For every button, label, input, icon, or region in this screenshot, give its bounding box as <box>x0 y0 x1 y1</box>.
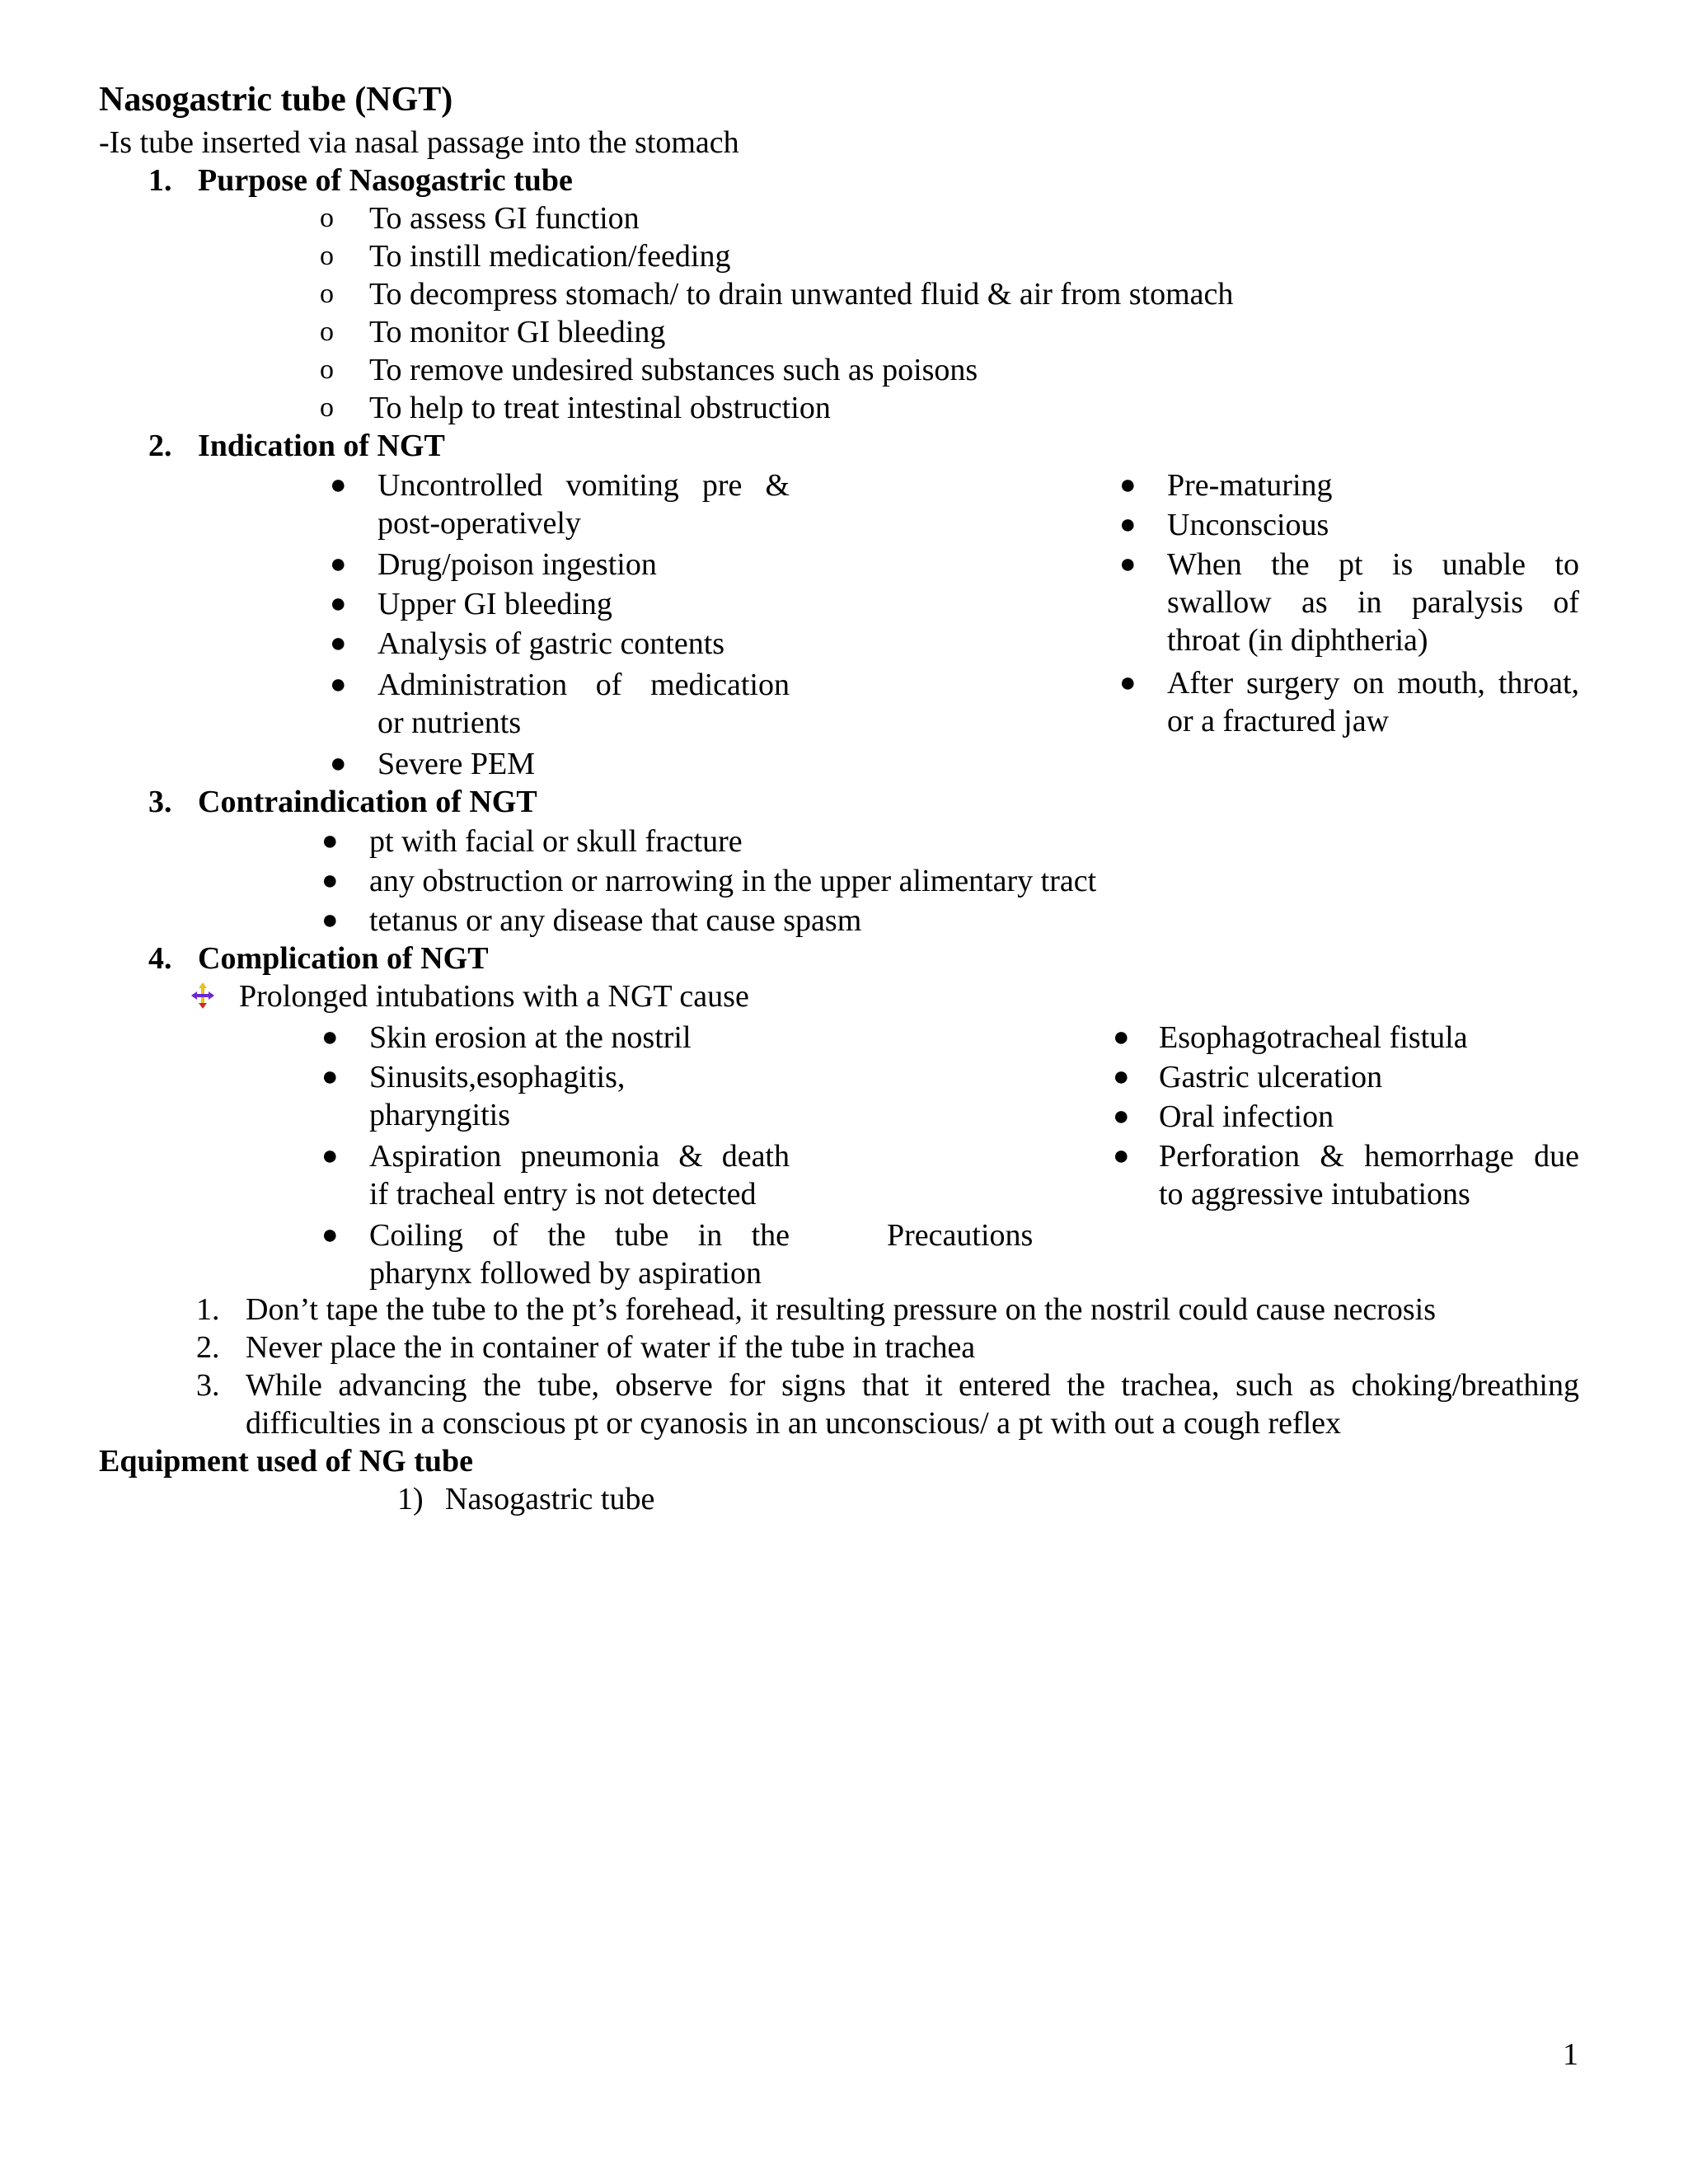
list-item: To help to treat intestinal obstruction <box>369 391 831 425</box>
circle-bullet-icon: o <box>320 241 334 271</box>
section-number-purpose: 1. <box>148 163 172 198</box>
list-item-continuation: or nutrients <box>377 705 522 740</box>
list-item: Analysis of gastric contents <box>377 626 725 661</box>
circle-bullet-icon: o <box>320 203 334 233</box>
bullet-dot-icon: ● <box>1119 549 1137 579</box>
list-item-continuation: pharynx followed by aspiration <box>369 1256 762 1291</box>
section-heading-purpose: Purpose of Nasogastric tube <box>198 163 573 198</box>
list-item-continuation: to aggressive intubations <box>1159 1177 1470 1212</box>
list-item-continuation: throat (in diphtheria) <box>1167 623 1428 658</box>
circle-bullet-icon: o <box>320 354 334 385</box>
list-item: Perforation & hemorrhage due <box>1159 1139 1579 1174</box>
list-item: Aspiration pneumonia & death <box>369 1139 790 1174</box>
bullet-dot-icon: ● <box>1119 470 1137 500</box>
list-item: Oral infection <box>1159 1099 1334 1134</box>
precaution-number: 3. <box>196 1368 220 1403</box>
list-item: any obstruction or narrowing in the upper alimentary tract <box>369 864 1097 898</box>
list-item: Sinusits,esophagitis, <box>369 1060 626 1094</box>
list-item: Drug/poison ingestion <box>377 547 657 582</box>
bullet-dot-icon: ● <box>321 1220 339 1250</box>
four-way-arrow-icon <box>191 982 214 1009</box>
bullet-dot-icon: ● <box>1119 668 1137 698</box>
list-item-continuation: pharyngitis <box>369 1098 510 1132</box>
list-item: To decompress stomach/ to drain unwanted fluid & air from stomach <box>369 277 1234 312</box>
list-item: Skin erosion at the nostril <box>369 1020 692 1055</box>
section-heading-contraindication: Contraindication of NGT <box>198 785 537 819</box>
bullet-dot-icon: ● <box>1113 1101 1130 1132</box>
circle-bullet-icon: o <box>320 279 334 309</box>
page-title: Nasogastric tube (NGT) <box>99 81 453 119</box>
list-item: pt with facial or skull fracture <box>369 824 743 859</box>
precaution-item: Never place the in container of water if the tube in trachea <box>246 1330 976 1365</box>
list-item: To assess GI function <box>369 201 640 236</box>
bullet-dot-icon: ● <box>1113 1141 1130 1171</box>
list-item: To instill medication/feeding <box>369 239 731 274</box>
list-item-continuation: swallow as in paralysis of <box>1167 585 1579 620</box>
circle-bullet-icon: o <box>320 392 334 423</box>
precaution-item: While advancing the tube, observe for signs that it entered the trachea, such as choking/breathing <box>246 1368 1579 1403</box>
bullet-dot-icon: ● <box>330 588 347 619</box>
precautions-label: Precautions <box>887 1218 1034 1253</box>
section-number-indication: 2. <box>148 429 172 463</box>
page-number: 1 <box>1563 2037 1578 2072</box>
precaution-number: 1. <box>196 1292 220 1327</box>
precaution-item-continuation: difficulties in a conscious pt or cyanosis in an unconscious/ a pt with out a cough reflex <box>246 1406 1342 1441</box>
bullet-dot-icon: ● <box>321 1062 339 1092</box>
list-item: To remove undesired substances such as poisons <box>369 353 978 387</box>
list-item: Unconscious <box>1167 508 1329 542</box>
list-item: tetanus or any disease that cause spasm <box>369 903 862 938</box>
definition-text: -Is tube inserted via nasal passage into the stomach <box>99 125 739 160</box>
section-number-complication: 4. <box>148 941 172 976</box>
bullet-dot-icon: ● <box>321 1022 339 1052</box>
equipment-number: 1) <box>397 1482 424 1516</box>
list-item: To monitor GI bleeding <box>369 315 666 349</box>
bullet-dot-icon: ● <box>330 470 347 500</box>
bullet-dot-icon: ● <box>321 905 339 935</box>
section-heading-indication: Indication of NGT <box>198 429 445 463</box>
list-item: Coiling of the tube in the <box>369 1218 790 1253</box>
bullet-dot-icon: ● <box>330 748 347 779</box>
section-number-contraindication: 3. <box>148 785 172 819</box>
precaution-item: Don’t tape the tube to the pt’s forehead, it resulting pressure on the nostril could cause necrosis <box>246 1292 1436 1327</box>
bullet-dot-icon: ● <box>330 669 347 700</box>
bullet-dot-icon: ● <box>1119 509 1137 540</box>
list-item: Esophagotracheal fistula <box>1159 1020 1468 1055</box>
equipment-item: Nasogastric tube <box>445 1482 655 1516</box>
bullet-dot-icon: ● <box>1113 1062 1130 1092</box>
list-item: Gastric ulceration <box>1159 1060 1383 1094</box>
bullet-dot-icon: ● <box>330 549 347 579</box>
list-item: When the pt is unable to <box>1167 547 1579 582</box>
circle-bullet-icon: o <box>320 316 334 347</box>
bullet-dot-icon: ● <box>321 1141 339 1171</box>
list-item-continuation: post-operatively <box>377 506 581 541</box>
list-item: Severe PEM <box>377 747 536 781</box>
list-item: Pre-maturing <box>1167 468 1333 503</box>
section-heading-complication: Complication of NGT <box>198 941 489 976</box>
precaution-number: 2. <box>196 1330 220 1365</box>
list-item: Administration of medication <box>377 668 790 702</box>
equipment-heading: Equipment used of NG tube <box>99 1444 473 1479</box>
list-item-continuation: if tracheal entry is not detected <box>369 1177 757 1212</box>
list-item: After surgery on mouth, throat, <box>1167 666 1579 701</box>
list-item: Upper GI bleeding <box>377 587 612 621</box>
complication-intro: Prolonged intubations with a NGT cause <box>239 979 749 1014</box>
bullet-dot-icon: ● <box>1113 1022 1130 1052</box>
list-item: Uncontrolled vomiting pre & <box>377 468 790 503</box>
bullet-dot-icon: ● <box>330 628 347 658</box>
bullet-dot-icon: ● <box>321 826 339 856</box>
list-item-continuation: or a fractured jaw <box>1167 704 1390 738</box>
bullet-dot-icon: ● <box>321 865 339 896</box>
